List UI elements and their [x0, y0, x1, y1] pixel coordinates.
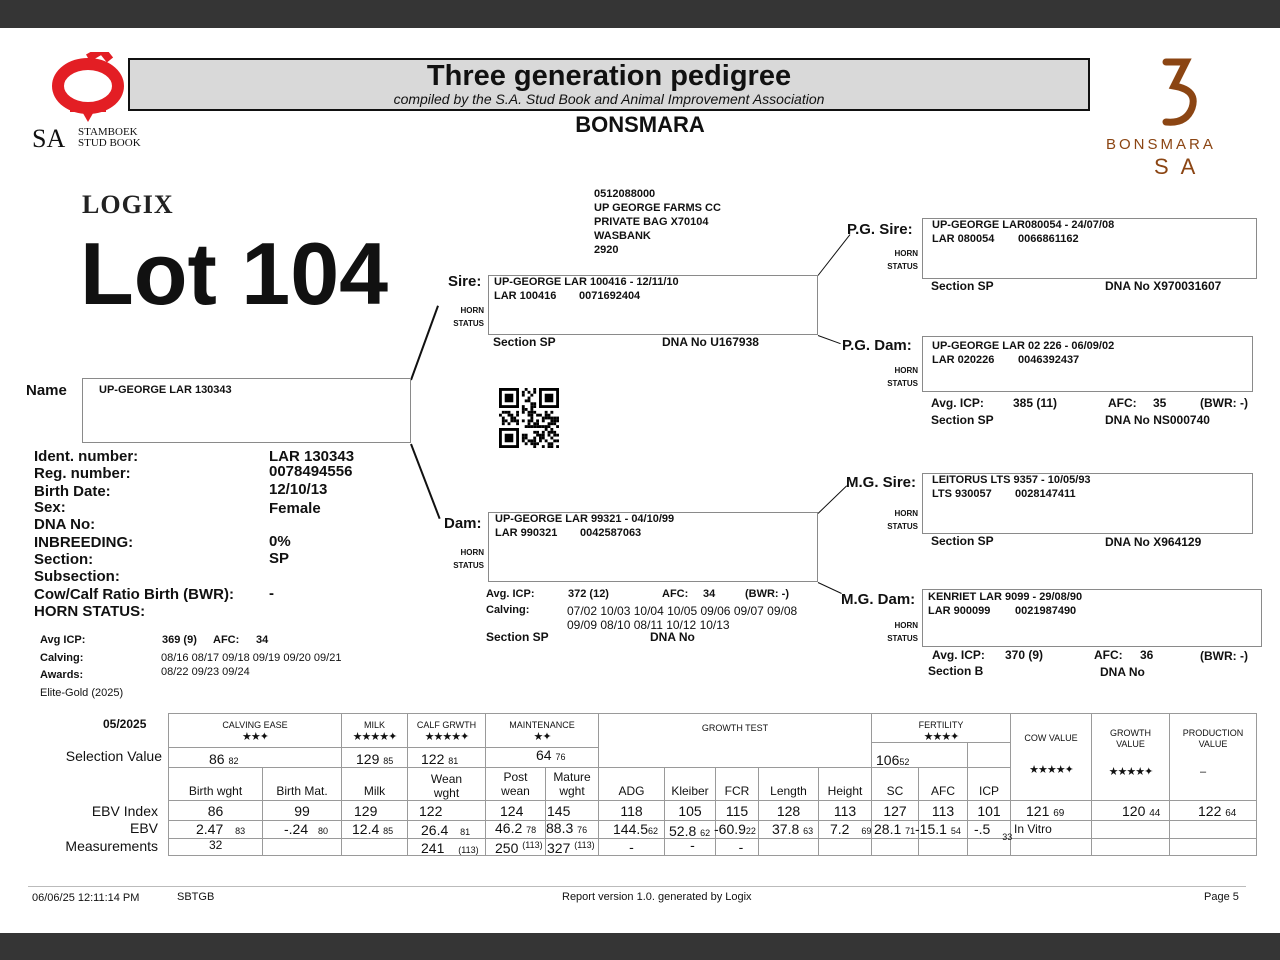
ebv-acc: 71 — [905, 826, 916, 836]
breeder-postcode: 2920 — [594, 244, 619, 256]
group-calf-growth — [408, 720, 485, 743]
page-title: Three generation pedigree — [426, 60, 792, 92]
group-calving-ease — [169, 720, 341, 743]
mg-sire-name: LEITORUS LTS 9357 - 10/05/93 — [932, 474, 1091, 486]
mg-dam-name: KENRIET LAR 9099 - 29/08/90 — [928, 591, 1083, 603]
ebv-height — [830, 821, 871, 837]
selection-value: 122 — [421, 751, 445, 767]
dam-label: Dam: — [444, 515, 482, 532]
trait-kleiber: Kleiber — [671, 784, 709, 798]
index-kleiber: 105 — [678, 803, 702, 819]
footer-report: Report version 1.0. generated by Logix — [562, 891, 752, 903]
measure-count: (113) — [522, 840, 543, 850]
horn-text: HORN — [894, 366, 918, 375]
index-length: 128 — [776, 803, 801, 819]
ebv-label: EBV — [129, 820, 158, 836]
selection-fertility — [876, 752, 909, 768]
ebv-birth-weight — [196, 821, 245, 837]
pg-dam-afc-label: AFC: — [1108, 396, 1137, 410]
animal-avg-icp: 369 (9) — [162, 634, 197, 646]
birth-date-label: Birth Date: — [34, 483, 111, 500]
breeder-name: UP GEORGE FARMS CC — [594, 202, 721, 214]
inbreeding-label: INBREEDING: — [34, 534, 134, 551]
horn-text: HORN — [894, 249, 918, 258]
index-mature-weight: 145 — [547, 803, 571, 819]
name-label: Name — [26, 382, 67, 399]
dam-calving-line1: 07/02 10/03 10/04 10/05 09/06 09/07 09/08 — [567, 604, 798, 618]
bonsmara-sa-text: SA — [1154, 154, 1208, 179]
measure-value: 327 — [547, 840, 571, 856]
group-name: GROWTH VALUE — [1110, 728, 1151, 749]
mg-dam-dna: DNA No — [1100, 665, 1145, 679]
ebv-acc: 81 — [460, 827, 471, 837]
selection-milk — [356, 751, 393, 767]
mg-dam-avg-icp: 370 (9) — [1005, 648, 1044, 662]
trait-length: Length — [770, 784, 807, 798]
star-rating-icon: ★★✦ — [242, 731, 268, 743]
ebv-acc: 22 — [745, 826, 756, 836]
sire-ident: LAR 100416 — [494, 290, 557, 302]
pg-sire-label: P.G. Sire: — [847, 221, 913, 238]
index-wean-weight: 122 — [419, 803, 443, 819]
breed-title: BONSMARA — [575, 112, 705, 137]
dam-avg-icp: 372 (12) — [568, 588, 609, 600]
selection-value: 64 — [536, 747, 552, 763]
horn-text: HORN — [894, 509, 918, 518]
table-line — [1256, 713, 1257, 855]
selection-value: 106 — [876, 752, 900, 768]
measure-value: 250 — [495, 840, 519, 856]
table-line — [168, 855, 1257, 856]
sire-label: Sire: — [448, 273, 482, 290]
dam-dna: DNA No — [650, 630, 695, 644]
selection-value: 129 — [356, 751, 380, 767]
dam-afc-label: AFC: — [662, 588, 689, 600]
ebv-value: 26.4 — [421, 822, 449, 838]
table-line — [168, 820, 1257, 821]
index-birth-weight: 86 — [207, 803, 224, 819]
horn-text: HORN — [460, 548, 484, 557]
animal-afc: 34 — [256, 634, 269, 646]
award-value: Elite-Gold (2025) — [40, 687, 124, 699]
mg-dam-reg: 0021987490 — [1015, 605, 1077, 617]
animal-name: UP-GEORGE LAR 130343 — [99, 384, 232, 396]
footer-page: Page 5 — [1204, 891, 1239, 903]
group-name: MAINTENANCE — [509, 720, 575, 730]
footer-timestamp: 06/06/25 12:11:14 PM — [32, 892, 140, 904]
selection-acc: 85 — [383, 756, 394, 766]
table-line — [168, 800, 1257, 801]
selection-acc: 76 — [555, 752, 566, 762]
group-name: CALVING EASE — [222, 720, 288, 730]
selection-value-label: Selection Value — [65, 748, 162, 764]
group-name: GROWTH TEST — [701, 723, 769, 733]
ebv-acc: 85 — [383, 826, 394, 836]
ebv-icp — [974, 821, 1013, 842]
dam-avg-icp-label: Avg. ICP: — [486, 588, 535, 600]
group-milk — [342, 720, 407, 743]
index-adg: 118 — [620, 803, 643, 819]
pg-dam-dna: DNA No NS000740 — [1105, 413, 1210, 427]
logo-sa-text: SA — [32, 124, 66, 153]
pg-dam-afc: 35 — [1153, 396, 1167, 410]
table-line — [168, 747, 599, 748]
ident-value: LAR 130343 — [269, 448, 355, 465]
ebv-value: 52.8 — [669, 823, 697, 839]
selection-acc: 81 — [448, 756, 459, 766]
status-text: STATUS — [887, 262, 918, 271]
selection-acc: 82 — [228, 756, 239, 766]
ebv-value: -60.9 — [714, 821, 746, 837]
group-growth-test — [599, 723, 871, 733]
status-text: STATUS — [887, 522, 918, 531]
mg-sire-dna: DNA No X964129 — [1105, 535, 1202, 549]
ebv-value: -15.1 — [915, 821, 947, 837]
value-acc: 64 — [1225, 808, 1237, 819]
ebv-adg — [613, 821, 658, 837]
sire-reg: 0071692404 — [579, 290, 641, 302]
ebv-length — [772, 821, 813, 837]
value-acc: 69 — [1053, 808, 1065, 819]
ebv-index-label: EBV Index — [91, 803, 158, 819]
reg-label: Reg. number: — [34, 465, 131, 482]
index-sc: 127 — [883, 803, 907, 819]
star-rating-icon: ★★★★✦ — [1029, 764, 1073, 776]
trait-afc: AFC — [931, 784, 955, 798]
ebv-value: 88.3 — [546, 820, 574, 836]
horn-text: HORN — [460, 306, 484, 315]
measure-count: (113) — [574, 840, 595, 850]
table-line — [967, 742, 968, 855]
group-maintenance — [486, 720, 598, 743]
status-text: STATUS — [887, 379, 918, 388]
breeder-town: WASBANK — [594, 230, 651, 242]
table-line — [168, 713, 1257, 714]
pg-dam-label: P.G. Dam: — [842, 337, 912, 354]
star-rating-icon: – — [1200, 766, 1206, 778]
trait-post-wean — [486, 770, 545, 798]
status-text: STATUS — [453, 561, 484, 570]
ebv-acc: 63 — [803, 826, 814, 836]
animal-calving-line1: 08/16 08/17 09/18 09/19 09/20 09/21 — [161, 652, 342, 664]
value-index: 120 — [1122, 803, 1146, 819]
section-label: Section: — [34, 551, 94, 568]
animal-avg-icp-label: Avg ICP: — [40, 634, 86, 646]
ebv-value: 46.2 — [495, 820, 523, 836]
trait-label: Mature wght — [553, 770, 591, 798]
measure-post-wean — [495, 840, 543, 856]
pg-dam-reg: 0046392437 — [1018, 354, 1080, 366]
group-name: MILK — [363, 720, 385, 730]
value-acc: 44 — [1149, 808, 1161, 819]
mg-dam-ident: LAR 900099 — [928, 605, 991, 617]
star-rating-icon: ★✦ — [533, 731, 551, 743]
ebv-milk — [352, 821, 393, 837]
index-birth-maternal: 99 — [294, 803, 310, 819]
mg-sire-ident: LTS 930057 — [932, 488, 992, 500]
section-value: SP — [269, 550, 290, 567]
measure-adg: - — [629, 839, 634, 855]
ebv-acc: 76 — [577, 825, 588, 835]
group-fertility — [872, 720, 1010, 743]
ebv-acc: 83 — [235, 826, 246, 836]
ebv-date: 05/2025 — [103, 717, 147, 731]
ebv-value: -.24 — [284, 821, 309, 837]
pg-dam-avg-icp: 385 (11) — [1013, 396, 1058, 410]
ebv-value: 37.8 — [772, 821, 800, 837]
measure-value: 241 — [421, 840, 445, 856]
dam-ident: LAR 990321 — [495, 527, 558, 539]
logo-studbook-text: STUD BOOK — [78, 137, 141, 149]
ebv-acc: 33 — [1002, 832, 1013, 842]
trait-sc: SC — [886, 784, 904, 798]
mg-sire-section: Section SP — [931, 534, 994, 548]
dam-section: Section SP — [486, 630, 549, 644]
bonsmara-logo-text: BONSMARA — [1106, 136, 1216, 153]
birth-date-value: 12/10/13 — [269, 481, 328, 498]
pg-dam-ident: LAR 020226 — [932, 354, 995, 366]
pg-dam-name: UP-GEORGE LAR 02 226 - 06/09/02 — [932, 340, 1115, 352]
ebv-wean-weight — [421, 822, 470, 838]
sex-value: Female — [269, 500, 321, 517]
measure-wean-weight — [421, 840, 479, 856]
index-icp: 101 — [977, 803, 1001, 819]
ebv-sc — [874, 821, 915, 837]
ebv-birth-maternal — [284, 821, 328, 837]
pg-sire-reg: 0066861162 — [1018, 233, 1079, 245]
animal-afc-label: AFC: — [213, 634, 240, 646]
selection-calving — [209, 751, 238, 767]
horn-status-label: HORN STATUS: — [34, 603, 146, 620]
sire-dna: DNA No U167938 — [662, 335, 759, 349]
animal-calving-label: Calving: — [40, 652, 84, 664]
ebv-acc: 62 — [648, 826, 659, 836]
selection-maintenance — [536, 747, 565, 763]
footer-divider — [28, 886, 1246, 887]
value-index: 122 — [1198, 803, 1222, 819]
lot-number: Lot 104 — [80, 224, 389, 323]
trait-icp: ICP — [978, 784, 999, 798]
ebv-acc: 62 — [700, 828, 711, 838]
index-fcr: 115 — [725, 803, 749, 819]
animal-calving-line2: 08/22 09/23 09/24 — [161, 666, 250, 678]
trait-birth-maternal: Birth Mat. — [276, 784, 328, 798]
trait-adg: ADG — [618, 784, 645, 798]
index-milk: 129 — [354, 803, 378, 819]
pg-dam-avg-icp-label: Avg. ICP: — [931, 396, 984, 410]
trait-label: Wean wght — [430, 772, 463, 800]
star-rating-icon: ★★★★✦ — [424, 731, 469, 743]
trait-label: Post wean — [501, 770, 530, 798]
trait-mature-weight — [546, 770, 598, 798]
measurements-label: Measurements — [65, 838, 158, 854]
growth-value-index — [1122, 803, 1160, 819]
measure-mature-weight — [547, 840, 595, 856]
selection-acc: 52 — [899, 757, 910, 767]
pg-sire-section: Section SP — [931, 279, 994, 293]
ebv-value: 12.4 — [352, 821, 380, 837]
dam-calving-label: Calving: — [486, 604, 530, 616]
ebv-value: -.5 — [974, 821, 991, 837]
trait-height: Height — [827, 784, 863, 798]
trait-fcr: FCR — [724, 784, 750, 798]
pg-sire-ident: LAR 080054 — [932, 233, 995, 245]
selection-value: 86 — [209, 751, 225, 767]
bwr-label: Cow/Calf Ratio Birth (BWR): — [34, 586, 234, 603]
mg-sire-label: M.G. Sire: — [846, 474, 917, 491]
ebv-afc — [915, 821, 961, 837]
star-rating-icon: ★★★★✦ — [1108, 766, 1153, 778]
dam-afc: 34 — [703, 588, 716, 600]
ebv-acc: 54 — [950, 826, 961, 836]
ebv-value: 2.47 — [196, 821, 224, 837]
in-vitro-flag: In Vitro — [1014, 822, 1052, 836]
page-subtitle: compiled by the S.A. Stud Book and Animal Improvement Association — [393, 91, 825, 107]
logo-stamboek-text: STAMBOEK — [78, 126, 138, 138]
measure-kleiber: - — [690, 837, 695, 853]
pg-sire-dna: DNA No X970031607 — [1105, 279, 1222, 293]
star-rating-icon: ★★★✦ — [923, 731, 959, 743]
dna-label: DNA No: — [34, 516, 96, 533]
mg-dam-label: M.G. Dam: — [841, 591, 916, 608]
sex-label: Sex: — [34, 499, 66, 516]
dam-bwr: (BWR: -) — [745, 588, 789, 600]
breeder-phone: 0512088000 — [594, 188, 656, 200]
mg-dam-afc: 36 — [1140, 648, 1154, 662]
status-text: STATUS — [887, 634, 918, 643]
value-index: 121 — [1026, 803, 1050, 819]
trait-birth-weight: Birth wght — [188, 784, 243, 798]
measure-count: (113) — [458, 845, 479, 855]
pg-dam-bwr: (BWR: -) — [1200, 396, 1248, 410]
ebv-mature-weight — [546, 820, 587, 836]
group-cow-value — [1011, 733, 1091, 776]
star-rating-icon: ★★★★✦ — [352, 731, 397, 743]
trait-wean-weight — [408, 772, 485, 800]
index-height: 113 — [833, 803, 857, 819]
group-name: PRODUCTION VALUE — [1182, 728, 1244, 749]
dam-name: UP-GEORGE LAR 99321 - 04/10/99 — [495, 513, 675, 525]
ebv-acc: 80 — [318, 826, 329, 836]
measure-birth-weight: 32 — [209, 838, 223, 852]
ident-label: Ident. number: — [34, 448, 139, 465]
logix-logo: LOGIX — [82, 190, 174, 219]
mg-dam-avg-icp-label: Avg. ICP: — [932, 648, 985, 662]
ebv-value: 144.5 — [613, 821, 649, 837]
dam-reg: 0042587063 — [580, 527, 642, 539]
production-value-index — [1198, 803, 1236, 819]
ebv-value: 28.1 — [874, 821, 902, 837]
ebv-acc: 69 — [861, 826, 872, 836]
mg-dam-afc-label: AFC: — [1094, 648, 1123, 662]
pg-sire-name: UP-GEORGE LAR080054 - 24/07/08 — [932, 219, 1115, 231]
breeder-address-line: PRIVATE BAG X70104 — [594, 216, 709, 228]
reg-value: 0078494556 — [269, 463, 353, 480]
status-text: STATUS — [453, 319, 484, 328]
ebv-value: 7.2 — [830, 821, 850, 837]
ebv-fcr — [714, 821, 756, 837]
index-post-wean: 124 — [500, 803, 524, 819]
measure-fcr: - — [738, 839, 744, 855]
mg-sire-reg: 0028147411 — [1015, 488, 1076, 500]
pg-dam-section: Section SP — [931, 413, 994, 427]
cow-value-index — [1026, 803, 1064, 819]
selection-calf-growth — [421, 751, 458, 767]
subsection-label: Subsection: — [34, 568, 120, 585]
ebv-acc: 78 — [526, 825, 537, 835]
footer-code: SBTGB — [177, 891, 215, 903]
awards-label: Awards: — [40, 669, 84, 681]
mg-dam-bwr: (BWR: -) — [1200, 649, 1248, 663]
group-name: CALF GRWTH — [416, 720, 477, 730]
horn-text: HORN — [894, 621, 918, 630]
group-production-value — [1170, 728, 1256, 778]
inbreeding-value: 0% — [269, 533, 291, 550]
bwr-value: - — [269, 585, 274, 602]
group-name: COW VALUE — [1024, 733, 1078, 743]
mg-dam-section: Section B — [928, 664, 984, 678]
sire-section: Section SP — [493, 335, 556, 349]
group-name: FERTILITY — [918, 720, 964, 730]
index-afc: 113 — [931, 803, 955, 819]
dam-calving-line2: 09/09 08/10 08/11 10/12 10/13 — [567, 618, 730, 632]
trait-milk: Milk — [363, 784, 386, 798]
ebv-post-wean — [495, 820, 536, 836]
sire-name: UP-GEORGE LAR 100416 - 12/11/10 — [494, 276, 679, 288]
group-growth-value — [1092, 728, 1169, 778]
